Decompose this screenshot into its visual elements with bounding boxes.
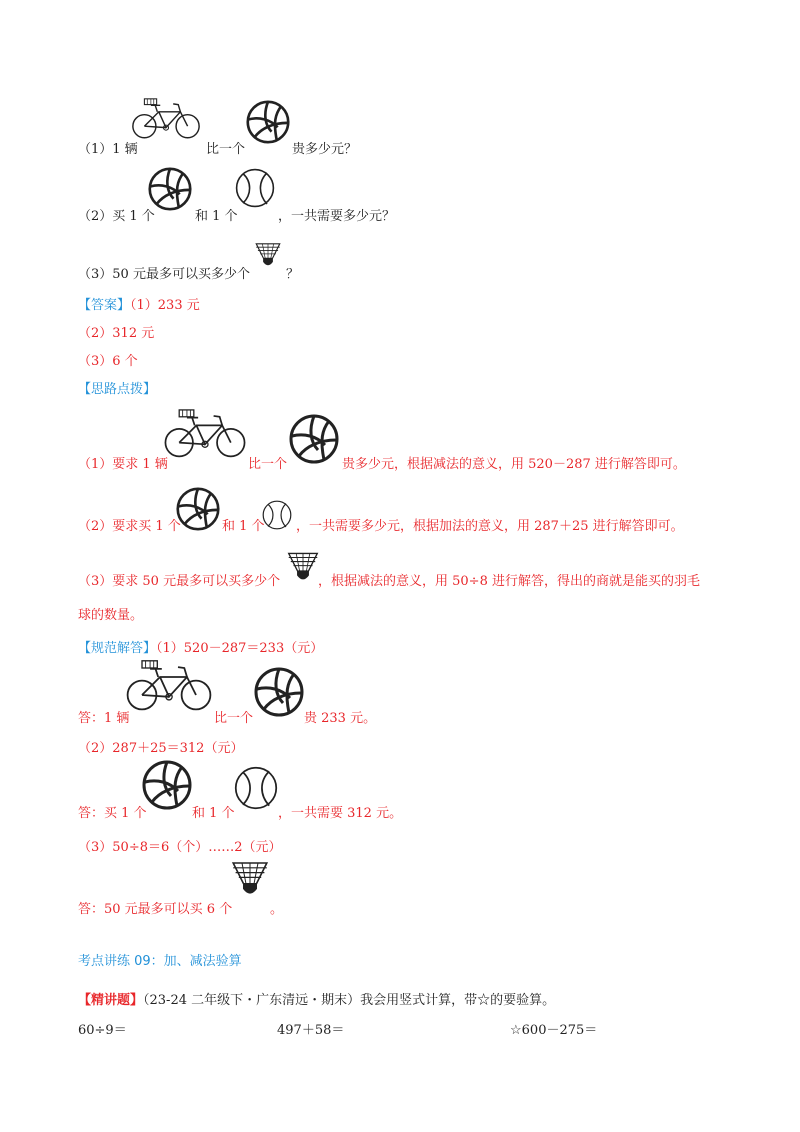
analysis-3-b bbox=[318, 570, 700, 589]
shuttlecock-icon bbox=[230, 856, 270, 902]
tennis-ball-icon bbox=[262, 500, 292, 530]
tennis-ball-icon bbox=[234, 766, 278, 810]
tennis-ball-icon bbox=[235, 168, 275, 208]
solution-answer-2-text-b: 和 1 个 bbox=[192, 806, 235, 821]
q3-text-a: （3）50 元最多可以买多少个 bbox=[78, 267, 250, 282]
analysis-1-text-b: 比一个 bbox=[248, 457, 288, 472]
solution-answer-2-a bbox=[78, 802, 147, 821]
shuttlecock-icon bbox=[254, 238, 282, 272]
q2-text-b-wrap bbox=[195, 205, 238, 224]
answer-3: （3）6 个 bbox=[78, 354, 138, 369]
volleyball-icon bbox=[148, 167, 192, 211]
q1-text-a: （1）1 辆 bbox=[78, 142, 138, 157]
analysis-1-c bbox=[342, 453, 686, 472]
q1-text-b: 比一个 bbox=[206, 142, 246, 157]
q2-text-b: 和 1 个 bbox=[195, 209, 238, 224]
q2-text-a: （2）买 1 个 bbox=[78, 209, 155, 224]
analysis-3-c: 球的数量。 bbox=[78, 608, 144, 623]
solution-answer-1-a bbox=[78, 707, 129, 726]
solution-answer-2-c bbox=[278, 802, 402, 821]
solution-step-1: （1）520－287＝233（元） bbox=[156, 641, 324, 656]
bicycle-icon bbox=[124, 657, 214, 715]
section-title: 考点讲练 09：加、减法验算 bbox=[78, 954, 242, 969]
exercise-item-2: 497＋58＝ bbox=[277, 1023, 345, 1038]
answer-line-1 bbox=[78, 294, 200, 313]
exercise-text: （23-24 二年级下・广东清远・期末）我会用竖式计算，带☆的要验算。 bbox=[143, 993, 556, 1008]
bicycle-icon bbox=[162, 406, 248, 462]
analysis-3-a bbox=[78, 570, 280, 589]
analysis-2-b bbox=[222, 515, 265, 534]
analysis-1-text-a: （1）要求 1 辆 bbox=[78, 457, 168, 472]
q1-text-c: 贵多少元？ bbox=[292, 142, 358, 157]
bicycle-icon bbox=[130, 97, 202, 141]
answer-1: （1）233 元 bbox=[130, 298, 200, 313]
volleyball-icon bbox=[289, 414, 339, 464]
solution-step-3: （3）50÷8＝6（个）……2（元） bbox=[78, 840, 282, 855]
solution-answer-2-text-c: ，一共需要 312 元。 bbox=[278, 806, 403, 821]
solution-answer-3-text-a: 答：50 元最多可以买 6 个 bbox=[78, 902, 233, 917]
analysis-1-text-c: 贵多少元，根据减法的意义，用 520－287 进行解答即可。 bbox=[342, 457, 686, 472]
q3-text-b-wrap bbox=[286, 263, 299, 282]
volleyball-icon bbox=[246, 100, 290, 144]
volleyball-icon bbox=[254, 667, 304, 717]
analysis-2-text-b: 和 1 个 bbox=[222, 519, 265, 534]
question-2 bbox=[78, 205, 155, 224]
exercise-item-1: 60÷9＝ bbox=[78, 1023, 127, 1038]
analysis-label: 【思路点拨】 bbox=[78, 382, 157, 397]
solution-answer-3-text-b: 。 bbox=[270, 902, 284, 917]
answer-label: 【答案】 bbox=[78, 298, 131, 313]
analysis-2-c bbox=[296, 515, 684, 534]
q1-text-c-wrap bbox=[292, 138, 357, 157]
solution-answer-2-text-a: 答：买 1 个 bbox=[78, 806, 147, 821]
solution-answer-1-b bbox=[214, 707, 253, 726]
analysis-1-b bbox=[248, 453, 287, 472]
question-3 bbox=[78, 263, 250, 282]
analysis-3-text-a: （3）要求 50 元最多可以买多少个 bbox=[78, 574, 281, 589]
solution-answer-1-text-b: 比一个 bbox=[214, 711, 254, 726]
q2-text-c-wrap bbox=[278, 205, 395, 224]
question-1 bbox=[78, 138, 138, 157]
analysis-2-text-c: ，一共需要多少元，根据加法的意义，用 287＋25 进行解答即可。 bbox=[296, 519, 684, 534]
exercise-line bbox=[78, 989, 555, 1008]
analysis-1-a bbox=[78, 453, 168, 472]
analysis-2-text-a: （2）要求买 1 个 bbox=[78, 519, 181, 534]
solution-answer-1-text-a: 答：1 辆 bbox=[78, 711, 130, 726]
solution-answer-1-c bbox=[304, 707, 376, 726]
solution-answer-3-b bbox=[270, 898, 283, 917]
q3-text-b: ？ bbox=[286, 267, 300, 282]
q2-text-c: ，一共需要多少元？ bbox=[278, 209, 396, 224]
analysis-2-a bbox=[78, 515, 181, 534]
solution-answer-3-a bbox=[78, 898, 232, 917]
exercise-label: 【精讲题】 bbox=[78, 993, 144, 1008]
solution-step-2: （2）287＋25＝312（元） bbox=[78, 741, 244, 756]
solution-answer-1-text-c: 贵 233 元。 bbox=[304, 711, 377, 726]
volleyball-icon bbox=[142, 760, 192, 810]
volleyball-icon bbox=[176, 487, 220, 531]
analysis-3-text-b: ，根据减法的意义，用 50÷8 进行解答，得出的商就是能买的羽毛 bbox=[318, 574, 700, 589]
solution-line-1 bbox=[78, 637, 323, 656]
solution-label: 【规范解答】 bbox=[78, 641, 157, 656]
answer-2: （2）312 元 bbox=[78, 326, 155, 341]
solution-answer-2-b bbox=[192, 802, 235, 821]
exercise-item-3: ☆600－275＝ bbox=[510, 1023, 598, 1038]
shuttlecock-icon bbox=[286, 548, 320, 586]
q1-text-b-wrap bbox=[206, 138, 245, 157]
